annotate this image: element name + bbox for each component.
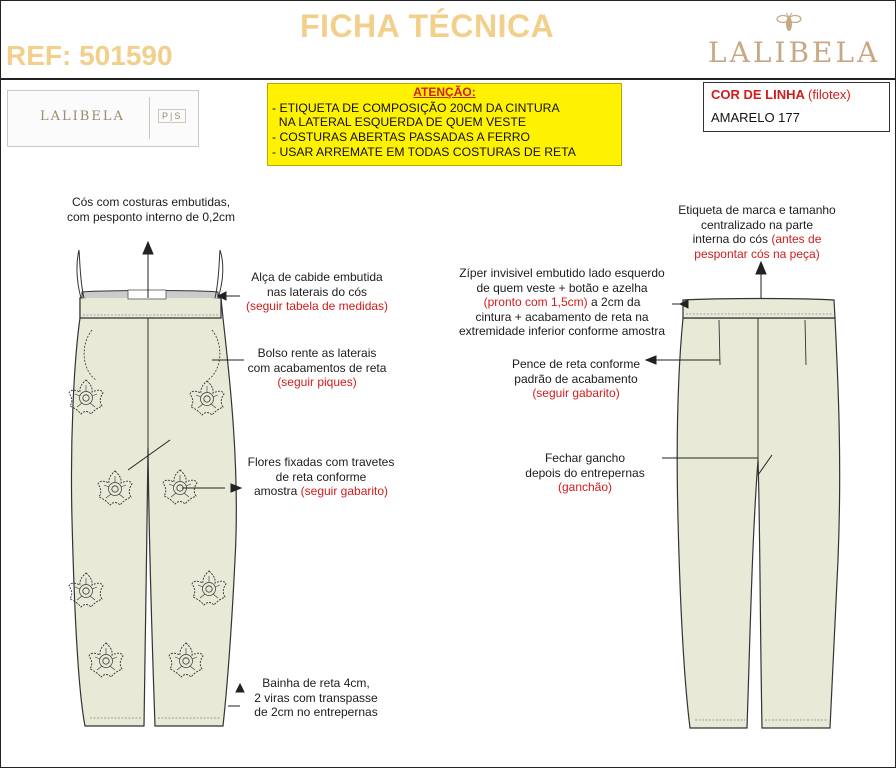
warning-line: NA LATERAL ESQUERDA DE QUEM VESTE xyxy=(272,115,526,129)
warning-line: - COSTURAS ABERTAS PASSADAS A FERRO xyxy=(272,130,531,144)
note-line-red: (antes de xyxy=(771,232,822,246)
note-dart xyxy=(498,357,654,401)
note-line: padrão de acabamento xyxy=(514,371,638,386)
note-line: amostra xyxy=(253,484,301,498)
note-line-red: (seguir gabarito) xyxy=(532,386,620,400)
note-brand-label xyxy=(662,203,852,261)
note-line-red: (seguir gabarito) xyxy=(300,484,389,498)
note-line-red: (ganchão) xyxy=(557,480,613,494)
note-line: Bolso rente as laterais xyxy=(257,346,377,360)
warning-line: - USAR ARREMATE EM TODAS COSTURAS DE RETA xyxy=(272,145,576,159)
note-waistband xyxy=(56,195,246,224)
note-line: com pesponto interno de 0,2cm xyxy=(66,209,236,224)
warning-line: - ETIQUETA DE COMPOSIÇÃO 20CM DA CINTURA xyxy=(272,101,560,115)
note-flowers xyxy=(232,455,410,499)
note-line: cintura + acabamento de reta na xyxy=(475,309,649,324)
note-line: Zíper invisivel embutido lado esquerdo xyxy=(459,266,665,280)
note-line: interna do cós xyxy=(692,232,772,246)
warning-title: ATENÇÃO: xyxy=(413,85,476,99)
note-line: a 2cm da xyxy=(587,295,641,309)
note-hem xyxy=(243,676,389,720)
note-line: com acabamentos de reta xyxy=(247,360,387,375)
note-line: Flores fixadas com travetes xyxy=(247,455,395,469)
back-trousers xyxy=(677,299,839,729)
note-line: extremidade inferior conforme amostra xyxy=(458,324,666,338)
note-line: Cós com costuras embutidas, xyxy=(71,195,231,209)
brand-label-text: LALIBELA xyxy=(40,109,125,124)
note-line: de quem veste + botão e azelha xyxy=(476,280,648,295)
brand-logo: LALIBELA xyxy=(708,36,881,69)
note-line: de reta conforme xyxy=(275,469,367,484)
note-line: Pence de reta conforme xyxy=(511,357,641,371)
note-line-red: (seguir tabela de medidas) xyxy=(245,299,389,313)
note-line: depois do entrepernas xyxy=(525,465,645,480)
page-title: FICHA TÉCNICA xyxy=(300,8,555,44)
note-line: centralizado na parte xyxy=(700,217,814,232)
note-line: de 2cm no entrepernas xyxy=(254,705,378,719)
note-line-red: pespontar cós na peça) xyxy=(694,246,820,261)
thread-color-label: COR DE LINHA xyxy=(711,87,805,102)
reference-code: REF: 501590 xyxy=(6,40,173,71)
note-line: Etiqueta de marca e tamanho xyxy=(678,203,836,217)
note-line: nas laterais do cós xyxy=(266,284,368,299)
note-zipper xyxy=(442,266,682,339)
note-crotch-seam xyxy=(506,451,664,495)
note-line: Bainha de reta 4cm, xyxy=(262,676,370,690)
note-line: Alça de cabide embutida xyxy=(251,270,383,284)
note-pocket xyxy=(236,346,398,390)
note-line: 2 viras com transpasse xyxy=(254,690,378,705)
brand-label-ps: P|S xyxy=(158,109,186,123)
note-hanger-loop xyxy=(236,270,398,314)
note-line: Fechar gancho xyxy=(544,451,626,465)
thread-color-value: AMARELO 177 xyxy=(711,110,800,125)
note-line-red: (pronto com 1,5cm) xyxy=(483,295,588,309)
thread-color-brand: (filotex) xyxy=(808,87,851,102)
note-line-red: (seguir piques) xyxy=(277,375,357,389)
